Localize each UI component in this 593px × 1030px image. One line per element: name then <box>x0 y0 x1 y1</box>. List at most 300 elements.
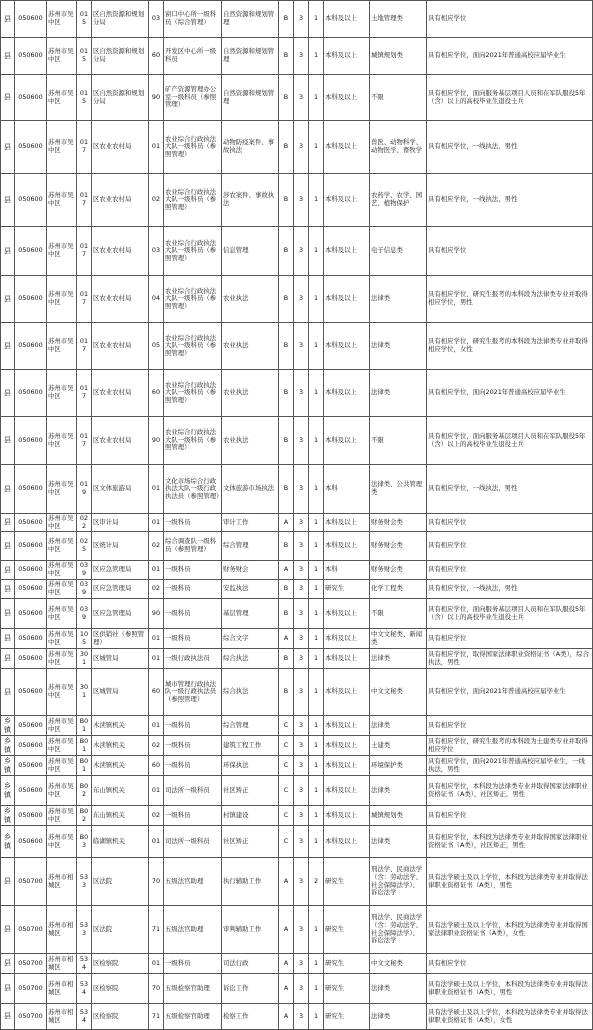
district-cell: 苏州市吴中区 <box>47 736 77 756</box>
level-cell: 县 <box>1 669 15 716</box>
education-cell: 本科及以上 <box>324 121 370 174</box>
ratio-cell: 3 <box>294 974 309 1004</box>
district-cell: 苏州市吴中区 <box>47 370 77 417</box>
ratio-cell: 3 <box>294 514 309 532</box>
position-code-cell: 01 <box>149 465 164 514</box>
table-row <box>1 227 593 276</box>
exam-category-cell: C <box>279 776 294 806</box>
dept-code-cell: B01 <box>77 716 92 736</box>
exam-category-cell: B <box>279 417 294 465</box>
district-code-cell: 050700 <box>15 974 47 1004</box>
quota-cell: 1 <box>309 806 324 826</box>
position-code-cell: 02 <box>149 736 164 756</box>
department-cell: 区检察院 <box>92 954 149 974</box>
ratio-cell: 3 <box>294 561 309 580</box>
department-cell: 区城管局 <box>92 669 149 716</box>
district-cell: 苏州市吴中区 <box>47 174 77 227</box>
exam-category-cell: B <box>279 121 294 174</box>
requirements-cell: 具有法学硕士及以上学位，本科段为法律类专业并取得法律职业资格证书（A类），男性 <box>427 974 593 1004</box>
exam-category-cell: A <box>279 629 294 649</box>
position-code-cell: 02 <box>149 532 164 561</box>
requirements-cell: 具有相应学位 <box>427 954 593 974</box>
table-row <box>1 716 593 736</box>
exam-category-cell: C <box>279 756 294 776</box>
position-code-cell: 70 <box>149 858 164 906</box>
quota-cell: 1 <box>309 974 324 1004</box>
table-row <box>1 276 593 323</box>
position-cell: 一级科员 <box>164 736 222 756</box>
level-cell: 县 <box>1 174 15 227</box>
dept-code-cell: 017 <box>77 227 92 276</box>
education-cell: 本科及以上 <box>324 776 370 806</box>
duties-cell: 建筑工程工作 <box>222 736 279 756</box>
district-cell: 苏州市吴中区 <box>47 580 77 599</box>
district-code-cell: 050600 <box>15 276 47 323</box>
position-cell: 五级法官助理 <box>164 858 222 906</box>
district-code-cell: 050600 <box>15 826 47 858</box>
district-code-cell: 050600 <box>15 227 47 276</box>
major-cell: 土建类 <box>370 736 427 756</box>
position-cell: 一级科员 <box>164 806 222 826</box>
level-cell: 乡镇 <box>1 826 15 858</box>
dept-code-cell: B02 <box>77 776 92 806</box>
education-cell: 本科及以上 <box>324 826 370 858</box>
dept-code-cell: 534 <box>77 974 92 1004</box>
table-row <box>1 669 593 716</box>
exam-category-cell: A <box>279 1004 294 1030</box>
level-cell: 县 <box>1 580 15 599</box>
exam-category-cell: B <box>279 649 294 669</box>
exam-category-cell: A <box>279 954 294 974</box>
level-cell: 乡镇 <box>1 716 15 736</box>
position-cell: 城市管理行政执法队一级行政执法员（参照管理） <box>164 669 222 716</box>
dept-code-cell: 015 <box>77 75 92 121</box>
requirements-cell: 具有法学硕士及以上学位，本科段为法律类专业并取得法律职业资格证书（A类），男性 <box>427 858 593 906</box>
exam-category-cell: A <box>279 974 294 1004</box>
major-cell: 法律类 <box>370 776 427 806</box>
position-cell: 开发区中心所一级科员 <box>164 38 222 75</box>
department-cell: 区检察院 <box>92 1004 149 1030</box>
district-code-cell: 050600 <box>15 776 47 806</box>
major-cell: 法律类 <box>370 323 427 370</box>
education-cell: 本科及以上 <box>324 736 370 756</box>
ratio-cell: 3 <box>294 580 309 599</box>
requirements-cell: 具有相应学位，一线执法，男性 <box>427 580 593 599</box>
major-cell: 法律类 <box>370 826 427 858</box>
quota-cell: 1 <box>309 716 324 736</box>
quota-cell: 1 <box>309 75 324 121</box>
requirements-cell: 具有相应学位 <box>427 716 593 736</box>
education-cell: 研究生 <box>324 580 370 599</box>
quota-cell: 1 <box>309 1004 324 1030</box>
district-cell: 苏州市吴中区 <box>47 716 77 736</box>
level-cell: 县 <box>1 38 15 75</box>
quota-cell: 1 <box>309 906 324 954</box>
education-cell: 本科及以上 <box>324 599 370 629</box>
position-code-cell: 01 <box>149 826 164 858</box>
level-cell: 县 <box>1 121 15 174</box>
district-cell: 苏州市吴中区 <box>47 276 77 323</box>
position-code-cell: 05 <box>149 323 164 370</box>
level-cell: 县 <box>1 629 15 649</box>
district-cell: 苏州市吴中区 <box>47 756 77 776</box>
exam-category-cell: C <box>279 716 294 736</box>
position-code-cell: 01 <box>149 121 164 174</box>
major-cell: 法律类 <box>370 276 427 323</box>
dept-code-cell: 039 <box>77 561 92 580</box>
ratio-cell: 3 <box>294 826 309 858</box>
education-cell: 研究生 <box>324 954 370 974</box>
exam-category-cell: C <box>279 826 294 858</box>
requirements-cell: 具有相应学位，面向2021年普通高校应届毕业生，一线执法，男性 <box>427 756 593 776</box>
major-cell: 法律类 <box>370 649 427 669</box>
department-cell: 木渎镇机关 <box>92 716 149 736</box>
requirements-cell: 具有相应学位 <box>427 514 593 532</box>
dept-code-cell: 022 <box>77 514 92 532</box>
requirements-cell: 具有相应学位，一线执法，男性 <box>427 174 593 227</box>
table-row <box>1 826 593 858</box>
ratio-cell: 3 <box>294 629 309 649</box>
level-cell: 县 <box>1 599 15 629</box>
position-cell: 司法所一级科员 <box>164 826 222 858</box>
ratio-cell: 3 <box>294 121 309 174</box>
table-row <box>1 974 593 1004</box>
education-cell: 研究生 <box>324 974 370 1004</box>
district-code-cell: 050600 <box>15 806 47 826</box>
position-cell: 一级科员 <box>164 514 222 532</box>
duties-cell: 信息管理 <box>222 227 279 276</box>
requirements-cell: 具有相应学位，面向2021年普通高校应届毕业生 <box>427 370 593 417</box>
duties-cell: 村镇建设 <box>222 806 279 826</box>
major-cell: 法律类 <box>370 716 427 736</box>
quota-cell: 1 <box>309 776 324 806</box>
position-code-cell: 01 <box>149 716 164 736</box>
position-cell: 五级检察官助理 <box>164 974 222 1004</box>
major-cell: 中文文秘类 <box>370 954 427 974</box>
quota-cell: 1 <box>309 174 324 227</box>
level-cell: 县 <box>1 954 15 974</box>
education-cell: 本科及以上 <box>324 649 370 669</box>
position-cell: 农业综合行政执法大队一级科员（参照管理） <box>164 174 222 227</box>
table-row <box>1 465 593 514</box>
major-cell: 不限 <box>370 417 427 465</box>
table-row <box>1 776 593 806</box>
duties-cell: 基层管理 <box>222 599 279 629</box>
education-cell: 本科及以上 <box>324 514 370 532</box>
exam-category-cell: A <box>279 858 294 906</box>
duties-cell: 司法行政 <box>222 954 279 974</box>
department-cell: 区农业农村局 <box>92 323 149 370</box>
ratio-cell: 3 <box>294 174 309 227</box>
table-row <box>1 121 593 174</box>
department-cell: 区文体旅游局 <box>92 465 149 514</box>
major-cell: 财务财会类 <box>370 514 427 532</box>
major-cell: 兽医、动物科学、动物医学、畜牧学 <box>370 121 427 174</box>
district-code-cell: 050600 <box>15 561 47 580</box>
district-cell: 苏州市吴中区 <box>47 121 77 174</box>
position-cell: 农业综合行政执法大队一级科员（参照管理） <box>164 227 222 276</box>
district-code-cell: 050600 <box>15 370 47 417</box>
exam-category-cell: A <box>279 514 294 532</box>
quota-cell: 1 <box>309 532 324 561</box>
level-cell: 县 <box>1 227 15 276</box>
dept-code-cell: 017 <box>77 370 92 417</box>
position-code-cell: 02 <box>149 580 164 599</box>
ratio-cell: 3 <box>294 716 309 736</box>
duties-cell: 涉农案件、事故执法 <box>222 174 279 227</box>
duties-cell: 综合执法 <box>222 649 279 669</box>
position-cell: 农业综合行政执法大队一级科员（参照管理） <box>164 121 222 174</box>
table-row <box>1 561 593 580</box>
requirements-cell: 具有相应学位 <box>427 629 593 649</box>
ratio-cell: 3 <box>294 736 309 756</box>
table-row <box>1 629 593 649</box>
quota-cell: 1 <box>309 756 324 776</box>
district-cell: 苏州市吴中区 <box>47 75 77 121</box>
ratio-cell: 3 <box>294 599 309 629</box>
education-cell: 本科及以上 <box>324 417 370 465</box>
exam-category-cell: A <box>279 906 294 954</box>
table-row <box>1 174 593 227</box>
department-cell: 区统计局 <box>92 532 149 561</box>
table-row <box>1 1004 593 1030</box>
dept-code-cell: B02 <box>77 806 92 826</box>
level-cell: 县 <box>1 1 15 38</box>
duties-cell: 自然资源和规划管理 <box>222 1 279 38</box>
quota-cell: 1 <box>309 561 324 580</box>
district-code-cell: 050600 <box>15 174 47 227</box>
level-cell: 乡镇 <box>1 756 15 776</box>
district-cell: 苏州市吴中区 <box>47 323 77 370</box>
education-cell: 本科及以上 <box>324 38 370 75</box>
district-code-cell: 050600 <box>15 716 47 736</box>
education-cell: 研究生 <box>324 858 370 906</box>
exam-category-cell: B <box>279 227 294 276</box>
duties-cell: 检察工作 <box>222 1004 279 1030</box>
table-row <box>1 417 593 465</box>
dept-code-cell: 017 <box>77 121 92 174</box>
requirements-cell: 具有相应学位 <box>427 532 593 561</box>
quota-cell: 1 <box>309 1 324 38</box>
department-cell: 区农业农村局 <box>92 227 149 276</box>
level-cell: 县 <box>1 974 15 1004</box>
dept-code-cell: 533 <box>77 906 92 954</box>
duties-cell: 农业执法 <box>222 417 279 465</box>
district-code-cell: 050600 <box>15 756 47 776</box>
district-cell: 苏州市吴中区 <box>47 1 77 38</box>
position-cell: 农业综合行政执法大队一级科员（参照管理） <box>164 370 222 417</box>
department-cell: 区自然资源和规划分局 <box>92 1 149 38</box>
district-code-cell: 050600 <box>15 669 47 716</box>
position-cell: 一级科员 <box>164 599 222 629</box>
quota-cell: 1 <box>309 370 324 417</box>
district-cell: 苏州市相城区 <box>47 974 77 1004</box>
ratio-cell: 3 <box>294 756 309 776</box>
department-cell: 区农业农村局 <box>92 276 149 323</box>
level-cell: 县 <box>1 75 15 121</box>
position-code-cell: 01 <box>149 776 164 806</box>
requirements-cell: 具有相应学位，面向2021年普通高校应届毕业生 <box>427 669 593 716</box>
table-row <box>1 370 593 417</box>
education-cell: 本科及以上 <box>324 174 370 227</box>
education-cell: 研究生 <box>324 1004 370 1030</box>
district-cell: 苏州市相城区 <box>47 1004 77 1030</box>
duties-cell: 农业执法 <box>222 370 279 417</box>
position-cell: 一级科员 <box>164 954 222 974</box>
department-cell: 区农业农村局 <box>92 174 149 227</box>
position-code-cell: 03 <box>149 1 164 38</box>
position-code-cell: 60 <box>149 756 164 776</box>
table-row <box>1 906 593 954</box>
position-cell: 综合调查队一级科员（参照管理） <box>164 532 222 561</box>
position-cell: 一级科员 <box>164 561 222 580</box>
exam-category-cell: B <box>279 1 294 38</box>
district-cell: 苏州市吴中区 <box>47 629 77 649</box>
duties-cell: 社区矫正 <box>222 826 279 858</box>
table-row <box>1 954 593 974</box>
district-code-cell: 050600 <box>15 121 47 174</box>
exam-category-cell: C <box>279 736 294 756</box>
exam-category-cell: B <box>279 599 294 629</box>
requirements-cell: 具有法学硕士及以上学位，本科段为法律类专业并取得国家法律职业资格证书（A类），女性 <box>427 906 593 954</box>
table-row <box>1 323 593 370</box>
requirements-cell: 具有相应学位，一线执法，男性 <box>427 121 593 174</box>
level-cell: 县 <box>1 561 15 580</box>
level-cell: 县 <box>1 465 15 514</box>
department-cell: 区应急管理局 <box>92 561 149 580</box>
department-cell: 区审计局 <box>92 514 149 532</box>
position-cell: 一级科员 <box>164 716 222 736</box>
table-row <box>1 756 593 776</box>
position-cell: 一级科员 <box>164 629 222 649</box>
district-code-cell: 050700 <box>15 906 47 954</box>
position-cell: 一级行政执法员 <box>164 649 222 669</box>
education-cell: 本科及以上 <box>324 276 370 323</box>
exam-category-cell: B <box>279 465 294 514</box>
department-cell: 区农业农村局 <box>92 370 149 417</box>
position-cell: 农业综合行政执法大队一级科员（参照管理） <box>164 417 222 465</box>
major-cell: 中文文秘类、新闻类 <box>370 629 427 649</box>
major-cell: 财务财会类 <box>370 532 427 561</box>
position-code-cell: 01 <box>149 649 164 669</box>
position-code-cell: 01 <box>149 954 164 974</box>
level-cell: 县 <box>1 370 15 417</box>
district-code-cell: 050600 <box>15 417 47 465</box>
district-code-cell: 050600 <box>15 599 47 629</box>
quota-cell: 1 <box>309 514 324 532</box>
requirements-cell: 具有相应学位 <box>427 1 593 38</box>
position-code-cell: 01 <box>149 561 164 580</box>
ratio-cell: 3 <box>294 776 309 806</box>
level-cell: 县 <box>1 1004 15 1030</box>
district-cell: 苏州市吴中区 <box>47 826 77 858</box>
dept-code-cell: 534 <box>77 1004 92 1030</box>
requirements-cell: 具有相应学位，面向服务基层项目人员和在军队服役5年（含）以上的高校毕业生退役士兵 <box>427 599 593 629</box>
duties-cell: 诉讼工作 <box>222 974 279 1004</box>
dept-code-cell: 015 <box>77 38 92 75</box>
quota-cell: 1 <box>309 599 324 629</box>
education-cell: 研究生 <box>324 906 370 954</box>
education-cell: 本科 <box>324 561 370 580</box>
position-code-cell: 60 <box>149 38 164 75</box>
major-cell: 法律类 <box>370 974 427 1004</box>
position-cell: 五级法官助理 <box>164 906 222 954</box>
requirements-cell: 具有相应学位，本科段为法律类专业并取得国家法律职业资格证书（A类），社区矫正，男性 <box>427 776 593 806</box>
district-cell: 苏州市吴中区 <box>47 465 77 514</box>
major-cell: 环境保护类 <box>370 756 427 776</box>
district-code-cell: 050600 <box>15 580 47 599</box>
quota-cell: 1 <box>309 580 324 599</box>
department-cell: 区检察院 <box>92 974 149 1004</box>
quota-cell: 1 <box>309 736 324 756</box>
education-cell: 本科 <box>324 465 370 514</box>
quota-cell: 2 <box>309 858 324 906</box>
district-cell: 苏州市吴中区 <box>47 227 77 276</box>
dept-code-cell: 039 <box>77 580 92 599</box>
duties-cell: 环保执法 <box>222 756 279 776</box>
level-cell: 乡镇 <box>1 806 15 826</box>
dept-code-cell: 105 <box>77 629 92 649</box>
department-cell: 东山镇机关 <box>92 776 149 806</box>
level-cell: 县 <box>1 906 15 954</box>
district-cell: 苏州市吴中区 <box>47 417 77 465</box>
education-cell: 本科及以上 <box>324 323 370 370</box>
requirements-cell: 具有相应学位，取得国家法律职业资格证书（A类），综合执法，男性 <box>427 649 593 669</box>
ratio-cell: 3 <box>294 323 309 370</box>
position-code-cell: 90 <box>149 599 164 629</box>
duties-cell: 自然资源和规划管理 <box>222 38 279 75</box>
education-cell: 本科及以上 <box>324 532 370 561</box>
position-code-cell: 70 <box>149 974 164 1004</box>
education-cell: 本科及以上 <box>324 629 370 649</box>
education-cell: 本科及以上 <box>324 370 370 417</box>
education-cell: 本科及以上 <box>324 806 370 826</box>
major-cell: 中文文秘类 <box>370 669 427 716</box>
exam-category-cell: C <box>279 806 294 826</box>
position-cell: 一级科员 <box>164 580 222 599</box>
exam-category-cell: B <box>279 669 294 716</box>
level-cell: 县 <box>1 276 15 323</box>
major-cell: 刑法学、民商法学（含：劳动法学、社会保障法学）、诉讼法学 <box>370 858 427 906</box>
education-cell: 本科及以上 <box>324 756 370 776</box>
quota-cell: 1 <box>309 629 324 649</box>
level-cell: 县 <box>1 323 15 370</box>
requirements-cell: 具有法学硕士及以上学位，本科段为法律类专业并取得法律职业资格证书（A类），女性 <box>427 1004 593 1030</box>
requirements-cell: 具有相应学位 <box>427 561 593 580</box>
table-row <box>1 532 593 561</box>
ratio-cell: 3 <box>294 38 309 75</box>
level-cell: 县 <box>1 417 15 465</box>
table-row <box>1 736 593 756</box>
education-cell: 本科及以上 <box>324 669 370 716</box>
position-code-cell: 60 <box>149 669 164 716</box>
table-row <box>1 806 593 826</box>
major-cell: 城镇规划类 <box>370 806 427 826</box>
quota-cell: 1 <box>309 649 324 669</box>
department-cell: 区自然资源和规划分局 <box>92 75 149 121</box>
ratio-cell: 3 <box>294 669 309 716</box>
department-cell: 木渎镇机关 <box>92 736 149 756</box>
district-code-cell: 050600 <box>15 1 47 38</box>
education-cell: 本科及以上 <box>324 1 370 38</box>
district-code-cell: 050600 <box>15 323 47 370</box>
dept-code-cell: 017 <box>77 174 92 227</box>
level-cell: 乡镇 <box>1 736 15 756</box>
district-code-cell: 050600 <box>15 38 47 75</box>
position-cell: 农业综合行政执法大队一级科员（参照管理） <box>164 276 222 323</box>
department-cell: 东山镇机关 <box>92 806 149 826</box>
requirements-cell: 具有相应学位，研究生报考的本科段为法律类专业并取得相应学位，女性 <box>427 323 593 370</box>
